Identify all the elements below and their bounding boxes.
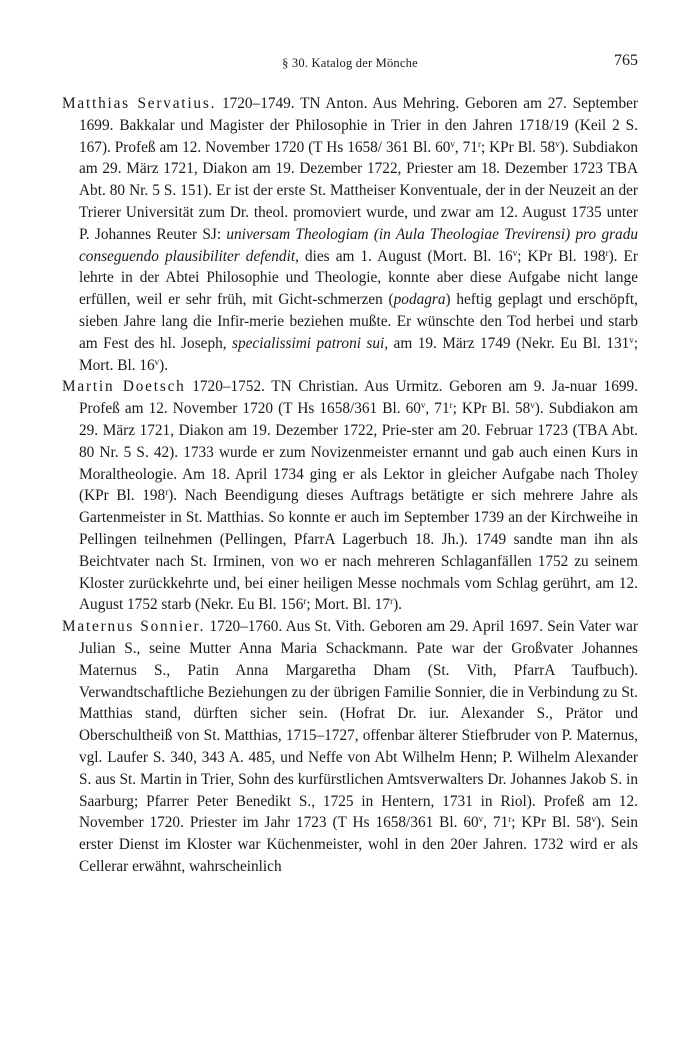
entry-text: ; KPr Bl. 198 bbox=[517, 247, 606, 265]
latin-quote: specialissimi patroni sui bbox=[232, 334, 385, 352]
entry-text: ). Sein erster Dienst im Kloster war Küchenmeister, wohl in den 20er Jahren. 1732 wird er als Cellerar erwähnt, wahrscheinlich bbox=[79, 814, 638, 875]
folio-side: v bbox=[530, 400, 535, 411]
folio-side: v bbox=[420, 400, 426, 411]
folio-side: r bbox=[449, 400, 453, 411]
catalog-body bbox=[62, 93, 638, 878]
entry-text: ; KPr Bl. 58 bbox=[511, 814, 592, 832]
entry-text: ) heftig geplagt und erschöpft, sieben Jahre lang die Infir-merie beziehen mußte. Er wünschte den Tod herbei und starb am Fest des hl. Joseph, bbox=[79, 291, 638, 352]
folio-side: v bbox=[450, 138, 455, 149]
latin-quote: universam Theologiam (in Aula Theologiae Trevirensi) pro gradu conseguendo plausibiliter defendit bbox=[79, 225, 638, 265]
page-number: 765 bbox=[614, 52, 638, 69]
entry-text: ). Nach Beendigung dieses Auftrags betätigte er sich mehrere Jahre als Gartenmeister in St. Matthias. So konnte er auch im September 1739 an der Kirchweihe in Pellingen teilnehmen (Pellingen, PfarrA Lagerbuch 18. Jh.). 1749 sandte man ihn als Beichtvater nach St. Irminen, von wo er nach mehreren Schlaganfällen 1752 zu seinem Kloster zurückkehrte und, bei einer heiligen Messe nochmals vom Schlag gerührt, am 12. August 1752 starb (Nekr. Eu Bl. 156 bbox=[79, 487, 638, 614]
entry-text: ). Subdiakon am 29. März 1721, Diakon am 19. Dezember 1722, Priester am 18. Dezember 1723 TBA Abt. 80 Nr. 5 S. 151). Er ist der erste St. Mattheiser Konventuale, der in der Neuzeit an der Trierer Universität zum Dr. theol. promoviert wurde, und zwar am 12. August 1735 unter P. Johannes Reuter SJ: bbox=[79, 138, 638, 243]
folio-side: r bbox=[303, 596, 307, 607]
entry-text: , am 19. März 1749 (Nekr. Eu Bl. 131 bbox=[384, 334, 630, 352]
entry-text: 1720–1749. TN Anton. Aus Mehring. Geboren am 27. September 1699. Bakkalar und Magister der Philosophie in Trier in den Jahren 1718/19 (Keil 2 S. 167). Profeß am 12. November 1720 (T Hs 1658/ 361 Bl. 60 bbox=[79, 95, 638, 156]
entry-text: 1720–1752. TN Christian. Aus Urmitz. Geboren am 9. Ja-nuar 1699. Profeß am 12. November 1720 (T Hs 1658/361 Bl. 60 bbox=[79, 378, 638, 418]
folio-side: r bbox=[477, 138, 481, 149]
entry-text: ). Subdiakon am 29. März 1721, Diakon am 19. Dezember 1722, Prie-ster am 20. Februar 1723 (TBA Abt. 80 Nr. 5 S. 42). 1733 wurde er zum Novizenmeister ernannt und gab auch einen Kurs in Moraltheologie. Am 18. April 1734 ging er als Lektor in gleicher Aufgabe nach Tholey (KPr Bl. 198 bbox=[79, 400, 638, 505]
folio-side: r bbox=[605, 247, 609, 258]
folio-side: r bbox=[390, 596, 394, 607]
folio-side: v bbox=[154, 356, 160, 367]
folio-side: v bbox=[555, 138, 560, 149]
latin-term: podagra bbox=[393, 291, 446, 309]
entry-text: , 71 bbox=[483, 814, 509, 832]
folio-side: r bbox=[508, 814, 512, 825]
entry-text: ). bbox=[159, 356, 169, 374]
entry-text: ). Er lehrte in der Abtei Philosophie und Theologie, konnte aber diese Aufgabe nicht lange erfüllen, weil er sehr früh, mit Gicht-schmerzen ( bbox=[79, 247, 638, 309]
folio-side: v bbox=[478, 814, 484, 825]
page-header bbox=[62, 52, 638, 74]
entry-text: ). bbox=[393, 596, 402, 614]
entry-text: , dies am 1. August (Mort. Bl. 16 bbox=[295, 247, 513, 265]
entry-maternus-sonnier bbox=[62, 616, 638, 878]
entry-text: ; Mort. Bl. 17 bbox=[306, 596, 391, 614]
entry-martin-doetsch bbox=[62, 376, 638, 616]
entry-name: Matthias Servatius. bbox=[62, 95, 217, 112]
folio-side: v bbox=[512, 247, 518, 258]
entry-matthias-servatius bbox=[62, 93, 638, 376]
entry-text: 1720–1760. Aus St. Vith. Geboren am 29. April 1697. Sein Vater war Julian S., seine Mutter Anna Maria Schackmann. Pate war der Großvater Johannes Maternus S., Patin Anna Margaretha Dham (St. Vith, PfarrA Taufbuch). Verwandtschaftliche Beziehungen zu der übrigen Familie Sonnier, die in Verbindung zu St. Matthias stand, dürften sicher sein. (Hofrat Dr. iur. Alexander S., Prätor und Oberschultheiß von St. Matthias, 1715–1727, offenbar älterer Stiefbruder von P. Maternus, vgl. Laufer S. 340, 343 A. 485, und Neffe von Abt Wilhelm Henn; P. Wilhelm Alexander S. aus St. Martin in Trier, Sohn des kurfürstlichen Amtsverwalters Dr. Johannes Jakob S. in Saarburg; Pfarrer Peter Benedikt S., 1725 in Hentern, 1731 in Riol). Profeß am 12. November 1720. Priester im Jahr 1723 (T Hs 1658/361 Bl. 60 bbox=[79, 618, 638, 832]
entry-name: Martin Doetsch bbox=[62, 378, 186, 396]
entry-text: , 71 bbox=[454, 138, 478, 156]
folio-side: v bbox=[629, 334, 634, 345]
entry-text: ; Mort. Bl. 16 bbox=[79, 334, 638, 374]
entry-text: , 71 bbox=[425, 400, 450, 418]
entry-text: ; KPr Bl. 58 bbox=[480, 138, 556, 156]
folio-side: v bbox=[591, 814, 596, 825]
entry-text: ; KPr Bl. 58 bbox=[452, 400, 531, 418]
entry-name: Maternus Sonnier. bbox=[62, 618, 206, 636]
folio-side: r bbox=[165, 487, 169, 498]
running-head: § 30. Katalog der Mönche bbox=[282, 56, 418, 70]
